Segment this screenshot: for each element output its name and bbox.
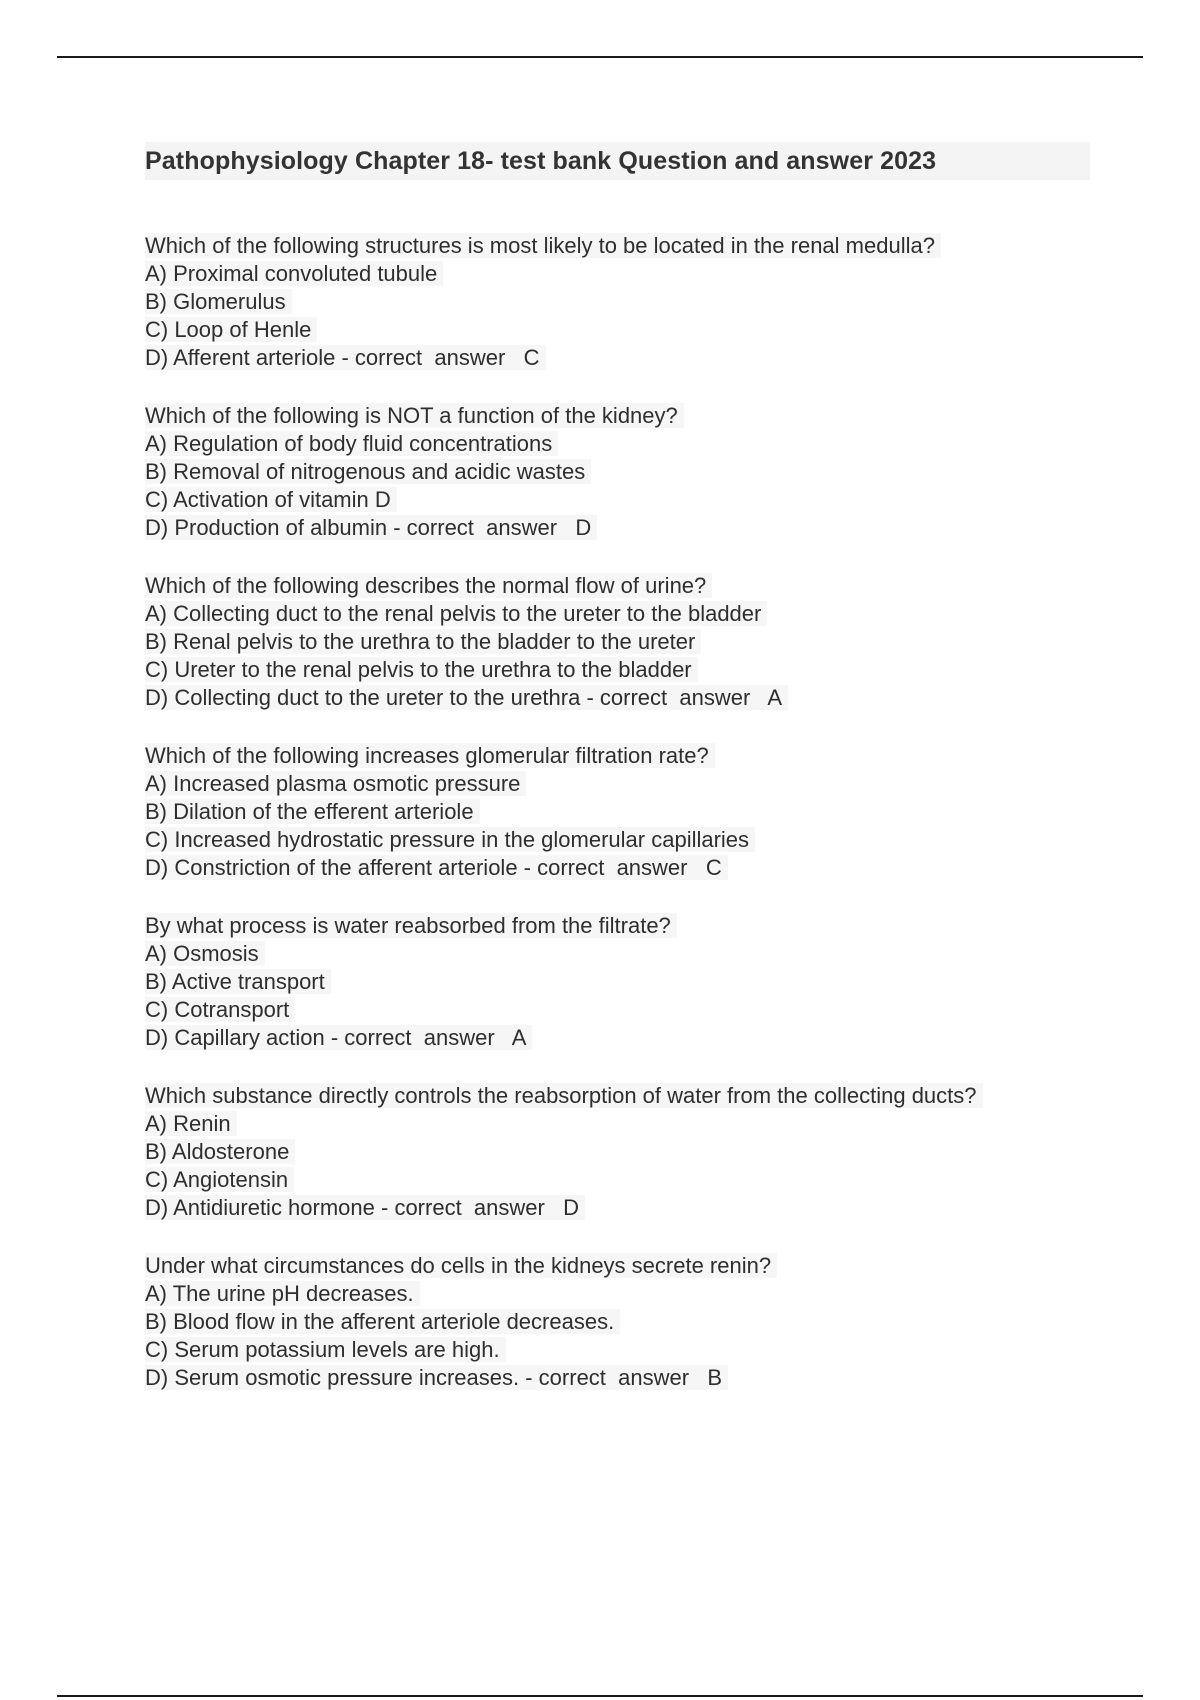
document-body xyxy=(145,142,1090,1422)
correct-answer: - correct answer C xyxy=(335,345,540,370)
option-d: D) Capillary action xyxy=(145,1025,325,1050)
question-1 xyxy=(145,232,1090,372)
option-b: B) Dilation of the efferent arteriole xyxy=(145,799,480,824)
correct-answer: - correct answer D xyxy=(387,515,592,540)
question-stem: Which of the following describes the normal flow of urine? xyxy=(145,573,712,598)
option-c: C) Ureter to the renal pelvis to the urethra to the bladder xyxy=(145,657,698,682)
question-stem: Under what circumstances do cells in the kidneys secrete renin? xyxy=(145,1253,777,1278)
option-a: A) Regulation of body fluid concentrations xyxy=(145,431,558,456)
option-c: C) Increased hydrostatic pressure in the glomerular capillaries xyxy=(145,827,755,852)
title-band xyxy=(145,142,1090,180)
option-b: B) Aldosterone xyxy=(145,1139,295,1164)
option-a: A) Proximal convoluted tubule xyxy=(145,261,443,286)
option-a: A) Collecting duct to the renal pelvis to the ureter to the bladder xyxy=(145,601,767,626)
correct-answer: - correct answer A xyxy=(324,1025,527,1050)
option-b: B) Removal of nitrogenous and acidic wastes xyxy=(145,459,591,484)
option-a: A) Osmosis xyxy=(145,941,265,966)
correct-answer: - correct answer B xyxy=(519,1365,723,1390)
option-a: A) Increased plasma osmotic pressure xyxy=(145,771,526,796)
top-rule xyxy=(57,56,1143,58)
option-d: D) Afferent arteriole xyxy=(145,345,336,370)
correct-answer: - correct answer C xyxy=(517,855,722,880)
option-c: C) Serum potassium levels are high. xyxy=(145,1337,506,1362)
option-d: D) Serum osmotic pressure increases. xyxy=(145,1365,520,1390)
option-c: C) Activation of vitamin D xyxy=(145,487,397,512)
question-3 xyxy=(145,572,1090,712)
option-d: D) Antidiuretic hormone xyxy=(145,1195,375,1220)
question-stem: Which substance directly controls the reabsorption of water from the collecting ducts? xyxy=(145,1083,983,1108)
option-b: B) Blood flow in the afferent arteriole decreases. xyxy=(145,1309,620,1334)
question-stem: By what process is water reabsorbed from the filtrate? xyxy=(145,913,677,938)
question-stem: Which of the following structures is most likely to be located in the renal medulla? xyxy=(145,233,941,258)
document-title: Pathophysiology Chapter 18- test bank Question and answer 2023 xyxy=(145,147,937,175)
option-d: D) Production of albumin xyxy=(145,515,388,540)
question-6 xyxy=(145,1082,1090,1222)
question-stem: Which of the following is NOT a function of the kidney? xyxy=(145,403,684,428)
question-stem: Which of the following increases glomerular filtration rate? xyxy=(145,743,715,768)
correct-answer: - correct answer A xyxy=(580,685,783,710)
question-7 xyxy=(145,1252,1090,1392)
option-d: D) Constriction of the afferent arteriole xyxy=(145,855,518,880)
option-b: B) Active transport xyxy=(145,969,331,994)
question-5 xyxy=(145,912,1090,1052)
option-d: D) Collecting duct to the ureter to the urethra xyxy=(145,685,581,710)
question-2 xyxy=(145,402,1090,542)
bottom-rule xyxy=(57,1695,1143,1697)
option-a: A) Renin xyxy=(145,1111,237,1136)
correct-answer: - correct answer D xyxy=(374,1195,580,1220)
option-a: A) The urine pH decreases. xyxy=(145,1281,420,1306)
option-c: C) Loop of Henle xyxy=(145,317,317,342)
option-b: B) Glomerulus xyxy=(145,289,292,314)
option-c: C) Angiotensin xyxy=(145,1167,294,1192)
option-c: C) Cotransport xyxy=(145,997,295,1022)
option-b: B) Renal pelvis to the urethra to the bladder to the ureter xyxy=(145,629,701,654)
question-4 xyxy=(145,742,1090,882)
